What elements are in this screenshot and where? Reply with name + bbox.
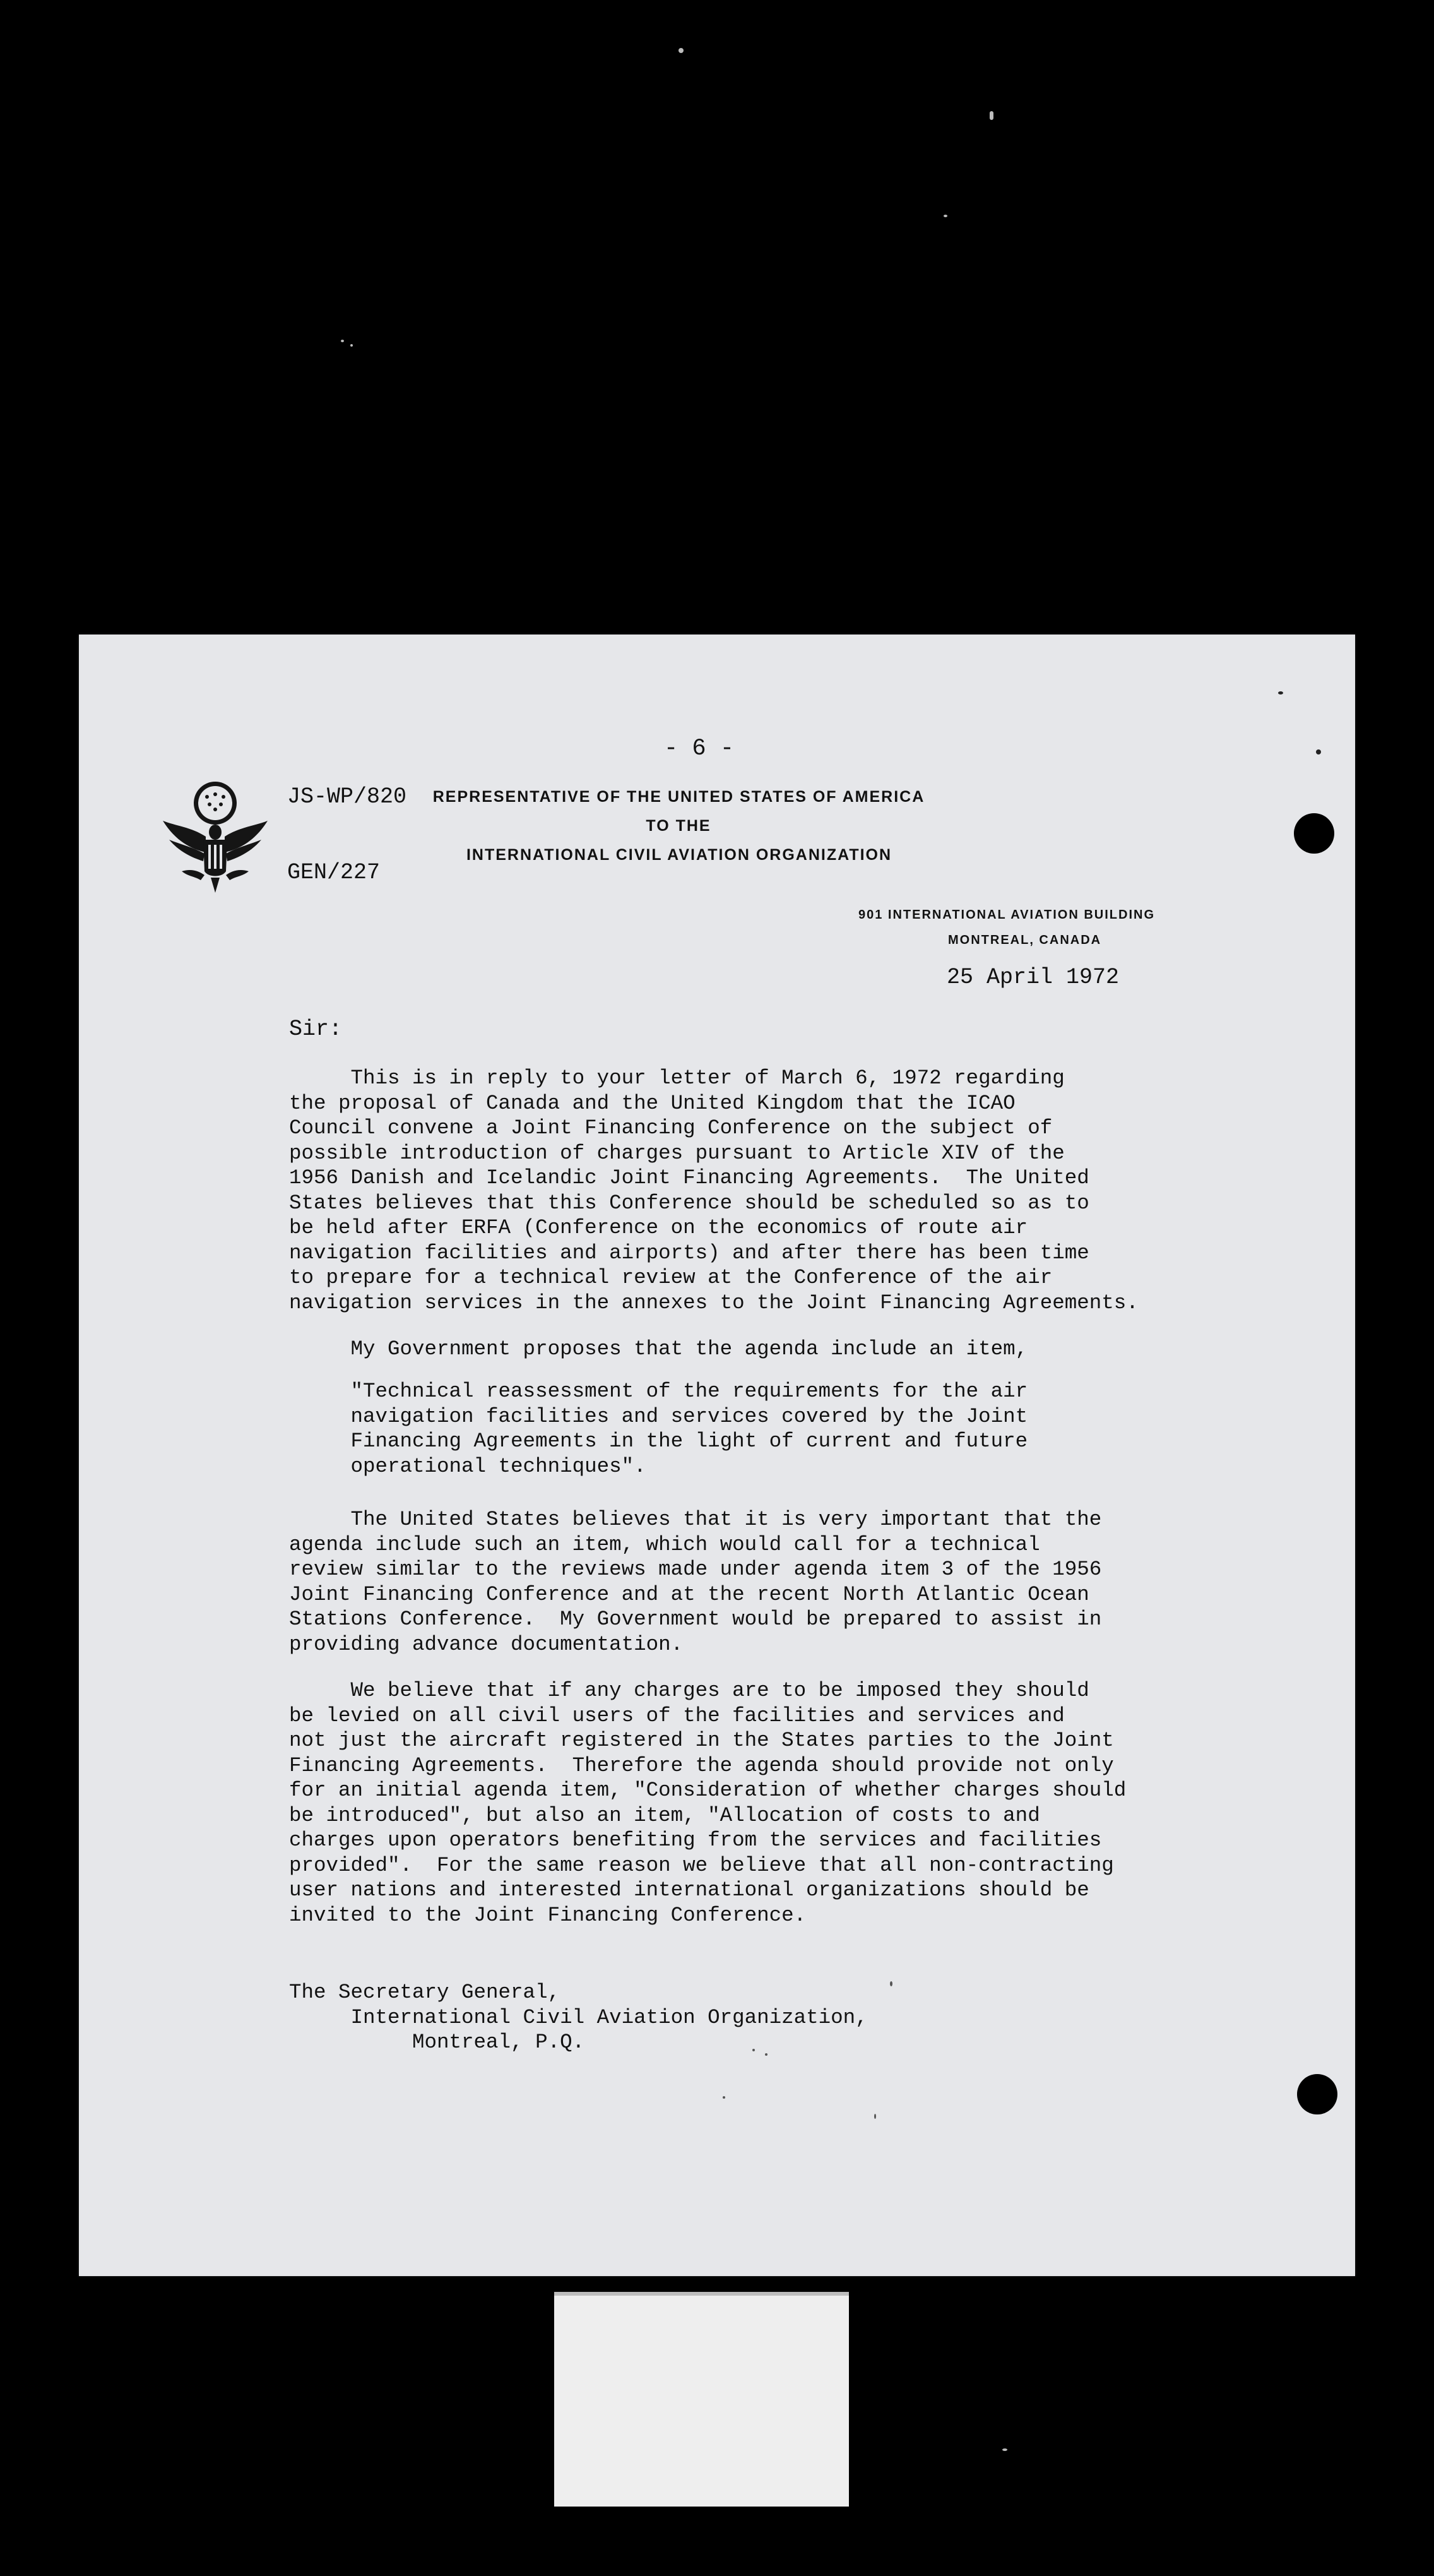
speck (990, 111, 993, 120)
reference-line-1: JS-WP/820 (287, 784, 407, 809)
paper-slip (554, 2292, 849, 2507)
great-seal-eagle-icon (157, 777, 274, 894)
letter-date: 25 April 1972 (947, 965, 1120, 990)
document-reference (287, 734, 406, 910)
speck (341, 340, 344, 342)
body-paragraph-3: The United States believes that it is very important that the agenda include such an item, which would call for a technical review similar to the reviews made under agenda item 3 of the 1956 Joint Financing Conference and at the recent North Atlantic Ocean Stations Conference. My Government would be prepared to assist in providing advance documentation. (289, 1508, 1102, 1656)
speck (765, 2053, 767, 2056)
quoted-agenda-item: "Technical reassessment of the requirements for the air navigation facilities and services covered by the Joint Financing Agreements in the light of current and future operational techniques". (350, 1380, 1028, 1478)
address-line-1: 901 INTERNATIONAL AVIATION BUILDING (858, 908, 1156, 922)
punch-hole-bottom (1297, 2074, 1337, 2114)
letterhead-line-1: REPRESENTATIVE OF THE UNITED STATES OF AMERICA (432, 788, 925, 806)
speck (1316, 749, 1321, 754)
reference-line-2: GEN/227 (287, 860, 381, 885)
speck (678, 48, 684, 53)
salutation: Sir: (289, 1017, 343, 1042)
speck (944, 215, 947, 217)
speck (890, 1981, 892, 1986)
addressee-block: The Secretary General, International Civil Aviation Organization, Montreal, P.Q. (289, 1981, 868, 2054)
speck (752, 2049, 755, 2051)
letterhead-line-3: INTERNATIONAL CIVIL AVIATION ORGANIZATION (466, 846, 892, 864)
page-number: - 6 - (664, 736, 735, 762)
punch-hole-top (1294, 813, 1334, 854)
letterhead-line-2: TO THE (646, 817, 711, 835)
speck (350, 344, 353, 347)
speck (874, 2114, 876, 2119)
address-line-2: MONTREAL, CANADA (948, 933, 1102, 947)
body-paragraph-2: My Government proposes that the agenda include an item, (289, 1337, 1028, 1361)
speck (723, 2096, 725, 2099)
speck (1278, 691, 1283, 695)
speck (1002, 2448, 1007, 2451)
body-paragraph-4: We believe that if any charges are to be imposed they should be levied on all civil users of the facilities and services and not just the aircraft registered in the States parties to the Joint Financing Agreements. Therefore the agenda should provide not only for an initial agenda item, "Consideration of whether charges should be introduced", but also an item, "Allocation of costs to and charges upon operators benefiting from the services and facilities provided". For the same reason we believe that all non-contracting user nations and interested international organizations should be invited to the Joint Financing Conference. (289, 1679, 1127, 1927)
body-paragraph-1: This is in reply to your letter of March 6, 1972 regarding the proposal of Canada and the United Kingdom that the ICAO Council convene a Joint Financing Conference on the subject of possible introduction of charges pursuant to Article XIV of the 1956 Danish and Icelandic Joint Financing Agreements. The United States believes that this Conference should be scheduled so as to be held after ERFA (Conference on the economics of route air navigation facilities and airports) and after there has been time to prepare for a technical review at the Conference of the air navigation services in the annexes to the Joint Financing Agreements. (289, 1066, 1139, 1315)
